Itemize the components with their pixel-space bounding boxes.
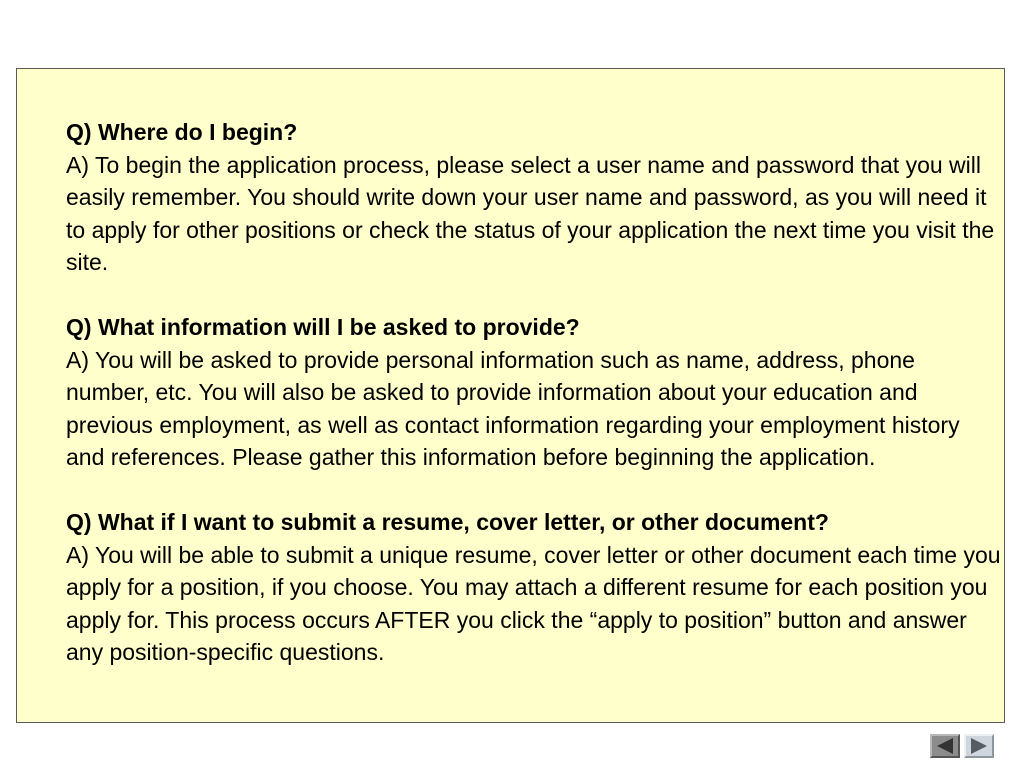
faq-content <box>66 116 1001 669</box>
triangle-left-icon <box>937 738 953 754</box>
previous-slide-button[interactable] <box>930 734 960 758</box>
faq-answer: A) To begin the application process, please select a user name and password that you will easily remember. You should write down your user name and password, as you will need it to apply for other positions or check the status of your application the next time you visit the site. <box>66 151 995 275</box>
faq-item <box>66 506 1001 669</box>
next-slide-button[interactable] <box>964 734 994 758</box>
faq-question: Q) What information will I be asked to provide? <box>66 314 580 340</box>
faq-box <box>16 68 1005 723</box>
faq-question: Q) What if I want to submit a resume, cover letter, or other document? <box>66 509 829 535</box>
faq-item <box>66 116 1001 279</box>
faq-item <box>66 311 1001 474</box>
faq-answer: A) You will be able to submit a unique resume, cover letter or other document each time you apply for a position, if you choose. You may attach a different resume for each position you apply for. This process occurs AFTER you click the “apply to position” button and answer any position-specific questions. <box>66 541 1001 665</box>
faq-answer: A) You will be asked to provide personal information such as name, address, phone number, etc. You will also be asked to provide information about your education and previous employment, as well as contact information regarding your employment history and references. Please gather this information before beginning the application. <box>66 346 960 470</box>
triangle-right-icon <box>971 738 987 754</box>
faq-question: Q) Where do I begin? <box>66 119 298 145</box>
slide-navigation <box>930 734 994 758</box>
